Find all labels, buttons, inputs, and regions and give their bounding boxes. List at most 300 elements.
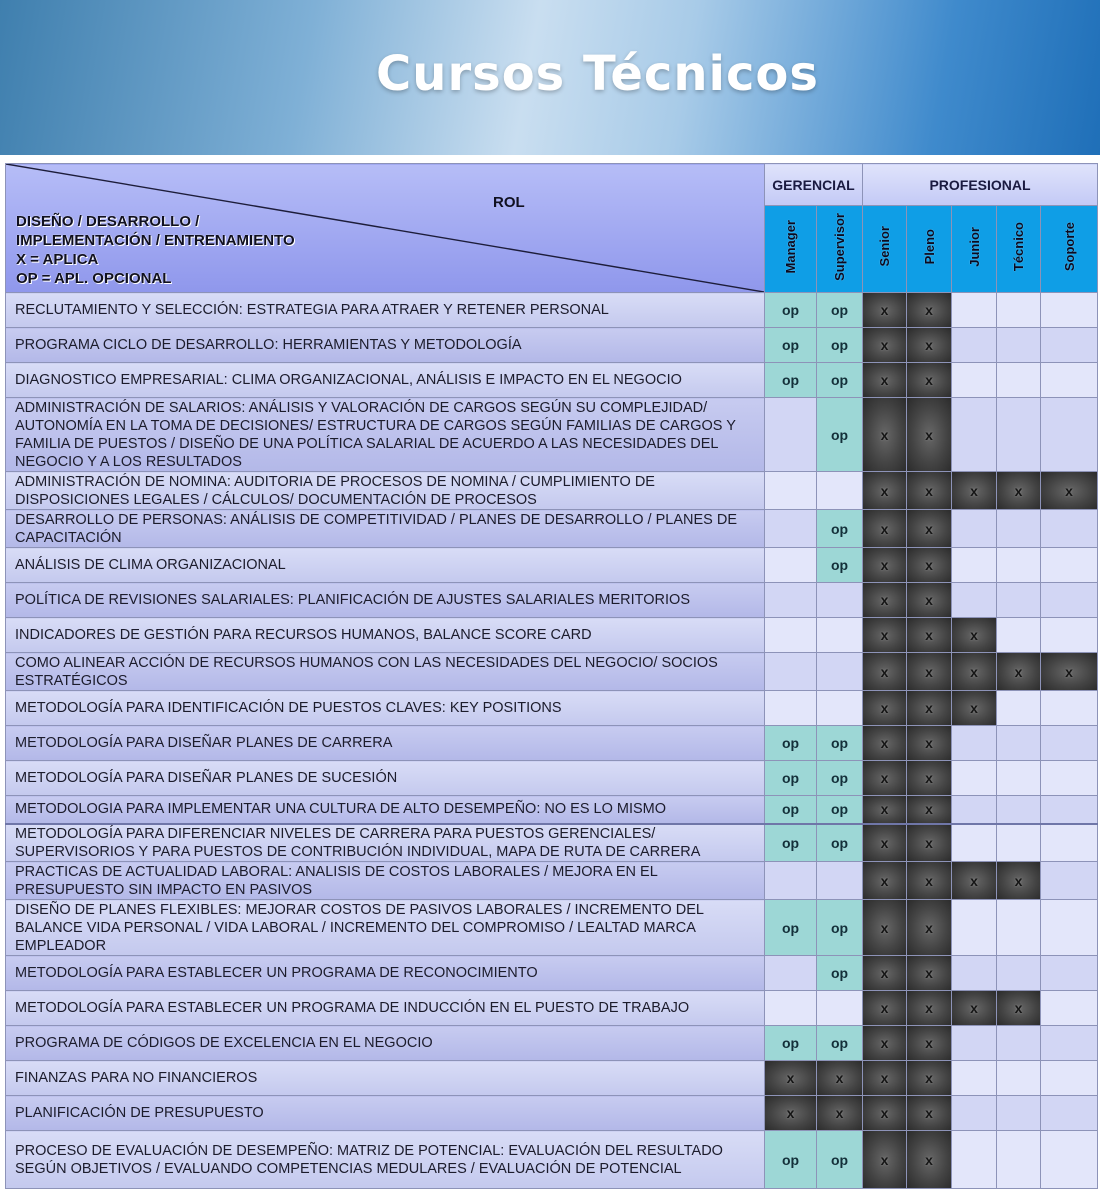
matrix-cell — [765, 1131, 817, 1189]
column-header-label: Supervisor — [832, 212, 847, 281]
cell-value: x — [925, 700, 933, 716]
matrix-cell — [907, 328, 952, 363]
matrix-cell — [1041, 796, 1098, 824]
matrix-cell — [863, 293, 907, 328]
cell-value: x — [880, 663, 889, 680]
column-header-label: Soporte — [1061, 221, 1077, 272]
matrix-cell — [952, 653, 997, 691]
column-header — [863, 206, 907, 293]
column-header — [952, 206, 997, 293]
matrix-cell — [817, 618, 863, 653]
matrix-cell — [952, 824, 997, 862]
cell-value: op — [781, 372, 800, 388]
matrix-cell — [765, 991, 817, 1026]
matrix-cell — [863, 1096, 907, 1131]
matrix-cell — [1041, 548, 1098, 583]
legend-line: IMPLEMENTACIÓN / ENTRENAMIENTO — [16, 232, 295, 249]
matrix-cell — [997, 691, 1041, 726]
matrix-cell — [765, 398, 817, 472]
cell-value: x — [970, 627, 978, 643]
matrix-cell — [863, 862, 907, 900]
matrix-cell — [1041, 761, 1098, 796]
cell-value: op — [781, 1151, 800, 1168]
course-name: INDICADORES DE GESTIÓN PARA RECURSOS HUMANOS, BALANCE SCORE CARD — [6, 618, 765, 653]
matrix-cell — [765, 653, 817, 691]
matrix-cell — [907, 761, 952, 796]
page-title: Cursos Técnicos — [376, 46, 819, 102]
matrix-cell — [907, 824, 952, 862]
matrix-cell — [997, 1096, 1041, 1131]
cell-value: op — [830, 770, 849, 786]
matrix-cell — [765, 1061, 817, 1096]
cell-value: op — [781, 770, 800, 786]
column-header — [997, 206, 1041, 293]
cell-value: op — [830, 735, 849, 751]
matrix-cell — [907, 991, 952, 1026]
table-row — [6, 398, 1098, 472]
table-row — [6, 472, 1098, 510]
matrix-cell — [1041, 1026, 1098, 1061]
cell-value: x — [925, 520, 933, 537]
course-name: DIAGNOSTICO EMPRESARIAL: CLIMA ORGANIZACIONAL, ANÁLISIS E IMPACTO EN EL NEGOCIO — [6, 363, 765, 398]
cell-value: x — [925, 1000, 933, 1016]
matrix-cell — [817, 1026, 863, 1061]
matrix-cell — [1041, 328, 1098, 363]
matrix-cell — [765, 328, 817, 363]
cell-value: x — [970, 872, 978, 889]
course-name: PROCESO DE EVALUACIÓN DE DESEMPEÑO: MATRIZ DE POTENCIAL: EVALUACIÓN DEL RESULTADO SEGÚN OBJETIVOS / EVALUANDO COMPETENCIAS MEDULARES / EVALUACIÓN DE POTENCIAL — [6, 1131, 765, 1189]
cell-value: op — [781, 302, 800, 318]
matrix-cell — [907, 293, 952, 328]
course-name: METODOLOGÍA PARA DISEÑAR PLANES DE CARRERA — [6, 726, 765, 761]
matrix-cell — [817, 548, 863, 583]
cell-value: x — [925, 1151, 933, 1168]
course-name: PROGRAMA DE CÓDIGOS DE EXCELENCIA EN EL NEGOCIO — [6, 1026, 765, 1061]
cell-value: x — [970, 663, 978, 680]
matrix-cell — [1041, 653, 1098, 691]
cell-value: x — [925, 1105, 933, 1121]
matrix-cell — [863, 1026, 907, 1061]
legend-line: DISEÑO / DESARROLLO / — [16, 213, 200, 230]
cell-value: x — [1014, 482, 1023, 499]
matrix-cell — [952, 472, 997, 510]
matrix-cell — [907, 956, 952, 991]
cell-value: x — [925, 663, 933, 680]
matrix-cell — [863, 328, 907, 363]
matrix-cell — [817, 956, 863, 991]
table-row — [6, 691, 1098, 726]
matrix-cell — [1041, 991, 1098, 1026]
cell-value: op — [830, 919, 849, 936]
matrix-cell — [863, 618, 907, 653]
matrix-cell — [952, 862, 997, 900]
matrix-cell — [817, 363, 863, 398]
cell-value: x — [925, 1070, 933, 1086]
column-header — [817, 206, 863, 293]
matrix-cell — [997, 1026, 1041, 1061]
matrix-cell — [863, 363, 907, 398]
matrix-cell — [907, 363, 952, 398]
rol-label: ROL — [493, 194, 525, 211]
cell-value: op — [830, 965, 849, 981]
cell-value: x — [970, 482, 978, 499]
column-header-label: Técnico — [1011, 221, 1027, 272]
legend — [16, 212, 295, 288]
cell-value: x — [1065, 482, 1073, 499]
cell-value: op — [830, 372, 849, 388]
legend-line: OP = APL. OPCIONAL — [16, 270, 172, 287]
cell-value: x — [835, 1105, 844, 1121]
cell-value: x — [880, 1151, 889, 1168]
table-row — [6, 363, 1098, 398]
matrix-cell — [997, 363, 1041, 398]
matrix-cell — [863, 691, 907, 726]
course-name: COMO ALINEAR ACCIÓN DE RECURSOS HUMANOS CON LAS NECESIDADES DEL NEGOCIO/ SOCIOS ESTRATÉGICOS — [6, 653, 765, 691]
cell-value: x — [880, 372, 889, 388]
cell-value: x — [925, 965, 933, 981]
matrix-cell — [952, 548, 997, 583]
matrix-cell — [997, 726, 1041, 761]
cell-value: x — [925, 627, 933, 643]
column-header-label: Senior — [877, 226, 893, 267]
matrix-cell — [1041, 293, 1098, 328]
matrix-cell — [817, 761, 863, 796]
cell-value: op — [830, 1151, 849, 1168]
matrix-cell — [863, 726, 907, 761]
matrix-cell — [863, 583, 907, 618]
matrix-cell — [952, 328, 997, 363]
matrix-cell — [997, 293, 1041, 328]
cell-value: x — [880, 302, 889, 318]
matrix-cell — [907, 691, 952, 726]
matrix-cell — [997, 956, 1041, 991]
cell-value: x — [925, 482, 933, 499]
matrix-cell — [907, 900, 952, 956]
cell-value: x — [880, 1000, 889, 1016]
matrix-cell — [863, 796, 907, 824]
cell-value: x — [880, 700, 889, 716]
matrix-cell — [952, 991, 997, 1026]
table-row — [6, 328, 1098, 363]
legend-line: X = APLICA — [16, 251, 99, 268]
matrix-cell — [863, 1131, 907, 1189]
header-legend-cell — [6, 164, 765, 293]
cell-value: x — [1065, 663, 1073, 680]
matrix-cell — [997, 824, 1041, 862]
course-name: PLANIFICACIÓN DE PRESUPUESTO — [6, 1096, 765, 1131]
course-name: PROGRAMA CICLO DE DESARROLLO: HERRAMIENTAS Y METODOLOGÍA — [6, 328, 765, 363]
matrix-cell — [952, 761, 997, 796]
cell-value: x — [880, 337, 889, 353]
cell-value: op — [781, 735, 800, 751]
cell-value: op — [830, 801, 849, 818]
matrix-cell — [1041, 726, 1098, 761]
cell-value: op — [781, 919, 800, 936]
matrix-cell — [997, 328, 1041, 363]
matrix-cell — [997, 1131, 1041, 1189]
matrix-cell — [1041, 824, 1098, 862]
cell-value: x — [786, 1070, 795, 1086]
matrix-cell — [907, 548, 952, 583]
matrix-cell — [952, 618, 997, 653]
matrix-cell — [952, 398, 997, 472]
column-header — [907, 206, 952, 293]
matrix-cell — [952, 956, 997, 991]
matrix-cell — [907, 1131, 952, 1189]
cell-value: op — [830, 426, 849, 443]
matrix-cell — [997, 548, 1041, 583]
cell-value: x — [925, 426, 933, 443]
matrix-cell — [907, 472, 952, 510]
matrix-cell — [765, 900, 817, 956]
cell-value: op — [830, 557, 849, 573]
matrix-cell — [907, 510, 952, 548]
matrix-cell — [907, 1096, 952, 1131]
cell-value: op — [830, 520, 849, 537]
course-name: METODOLOGÍA PARA DIFERENCIAR NIVELES DE CARRERA PARA PUESTOS GERENCIALES/ SUPERVISORIOS Y PARA PUESTOS DE CONTRIBUCIÓN INDIVIDUAL, MAPA DE RUTA DE CARRERA — [6, 824, 765, 862]
course-name: METODOLOGIA PARA IMPLEMENTAR UNA CULTURA DE ALTO DESEMPEÑO: NO ES LO MISMO — [6, 796, 765, 824]
title-banner — [0, 0, 1100, 155]
cell-value: x — [970, 700, 978, 716]
matrix-cell — [863, 900, 907, 956]
cell-value: x — [880, 919, 889, 936]
matrix-cell — [907, 1061, 952, 1096]
matrix-cell — [997, 796, 1041, 824]
matrix-cell — [863, 510, 907, 548]
matrix-cell — [765, 691, 817, 726]
course-name: FINANZAS PARA NO FINANCIEROS — [6, 1061, 765, 1096]
table-row — [6, 1061, 1098, 1096]
matrix-cell — [817, 293, 863, 328]
table-row — [6, 761, 1098, 796]
cell-value: op — [781, 1035, 800, 1051]
course-name: METODOLOGÍA PARA ESTABLECER UN PROGRAMA DE INDUCCIÓN EN EL PUESTO DE TRABAJO — [6, 991, 765, 1026]
matrix-cell — [765, 761, 817, 796]
matrix-cell — [817, 991, 863, 1026]
table-row — [6, 1026, 1098, 1061]
cell-value: x — [880, 592, 889, 608]
matrix-cell — [765, 510, 817, 548]
matrix-cell — [952, 900, 997, 956]
matrix-cell — [907, 796, 952, 824]
matrix-cell — [1041, 1131, 1098, 1189]
cell-value: x — [880, 834, 889, 851]
matrix-cell — [817, 1096, 863, 1131]
matrix-cell — [997, 761, 1041, 796]
matrix-cell — [817, 472, 863, 510]
table-row — [6, 824, 1098, 862]
column-header-label: Junior — [966, 226, 982, 267]
matrix-cell — [765, 862, 817, 900]
course-name: METODOLOGÍA PARA DISEÑAR PLANES DE SUCESIÓN — [6, 761, 765, 796]
cell-value: x — [880, 872, 889, 889]
matrix-cell — [817, 398, 863, 472]
matrix-cell — [817, 824, 863, 862]
courses-matrix — [5, 163, 1098, 1189]
matrix-cell — [765, 363, 817, 398]
matrix-cell — [765, 796, 817, 824]
matrix-cell — [863, 761, 907, 796]
matrix-cell — [997, 862, 1041, 900]
cell-value: x — [880, 965, 889, 981]
matrix-cell — [997, 398, 1041, 472]
group-header-profesional: PROFESIONAL — [863, 164, 1098, 206]
matrix-cell — [952, 726, 997, 761]
cell-value: op — [781, 801, 800, 818]
matrix-cell — [1041, 900, 1098, 956]
matrix-cell — [907, 726, 952, 761]
table-row — [6, 618, 1098, 653]
course-name: RECLUTAMIENTO Y SELECCIÓN: ESTRATEGIA PARA ATRAER Y RETENER PERSONAL — [6, 293, 765, 328]
course-name: DESARROLLO DE PERSONAS: ANÁLISIS DE COMPETITIVIDAD / PLANES DE DESARROLLO / PLANES DE CAPACITACIÓN — [6, 510, 765, 548]
matrix-cell — [817, 862, 863, 900]
matrix-cell — [997, 618, 1041, 653]
cell-value: op — [830, 834, 849, 851]
matrix-cell — [1041, 583, 1098, 618]
matrix-cell — [952, 1061, 997, 1096]
cell-value: op — [830, 1035, 849, 1051]
course-name: ADMINISTRACIÓN DE SALARIOS: ANÁLISIS Y VALORACIÓN DE CARGOS SEGÚN SU COMPLEJIDAD/ AUTONOMÍA EN LA TOMA DE DECISIONES/ ESTRUCTURA DE CARGOS SEGÚN FAMILIAS DE CARGOS Y FAMILIA DE PUESTOS / DISEÑO DE UNA POLÍTICA SALARIAL DE ACUERDO A LAS NECESIDADES DEL NEGOCIO Y A LOS RESULTADOS — [6, 398, 765, 472]
matrix-cell — [765, 956, 817, 991]
matrix-cell — [997, 653, 1041, 691]
course-name: PRACTICAS DE ACTUALIDAD LABORAL: ANALISIS DE COSTOS LABORALES / MEJORA EN EL PRESUPUESTO SIN IMPACTO EN PASIVOS — [6, 862, 765, 900]
cell-value: x — [880, 770, 889, 786]
matrix-cell — [907, 862, 952, 900]
matrix-cell — [817, 328, 863, 363]
cell-value: x — [880, 426, 889, 443]
matrix-cell — [1041, 510, 1098, 548]
cell-value: x — [1014, 663, 1023, 680]
matrix-cell — [952, 1026, 997, 1061]
cell-value: x — [1014, 872, 1023, 889]
matrix-cell — [952, 1131, 997, 1189]
column-header-label: Manager — [783, 219, 798, 274]
cell-value: x — [835, 1070, 844, 1086]
table-row — [6, 991, 1098, 1026]
matrix-cell — [997, 900, 1041, 956]
cell-value: x — [880, 1070, 889, 1086]
table-row — [6, 583, 1098, 618]
matrix-cell — [817, 653, 863, 691]
matrix-cell — [765, 583, 817, 618]
matrix-cell — [952, 691, 997, 726]
matrix-cell — [997, 1061, 1041, 1096]
cell-value: x — [925, 1035, 933, 1051]
matrix-cell — [997, 583, 1041, 618]
cell-value: x — [880, 557, 889, 573]
cell-value: x — [880, 520, 889, 537]
matrix-cell — [863, 824, 907, 862]
matrix-cell — [863, 398, 907, 472]
matrix-cell — [765, 548, 817, 583]
course-name: DISEÑO DE PLANES FLEXIBLES: MEJORAR COSTOS DE PASIVOS LABORALES / INCREMENTO DEL BALANCE VIDA PERSONAL / VIDA LABORAL / INCREMENTO DEL COMPROMISO / LEALTAD MARCA EMPLEADOR — [6, 900, 765, 956]
matrix-cell — [817, 583, 863, 618]
matrix-cell — [817, 726, 863, 761]
cell-value: x — [880, 627, 889, 643]
cell-value: x — [970, 1000, 978, 1016]
matrix-cell — [863, 1061, 907, 1096]
matrix-cell — [1041, 472, 1098, 510]
cell-value: x — [880, 482, 889, 499]
matrix-cell — [1041, 691, 1098, 726]
matrix-cell — [863, 472, 907, 510]
table-row — [6, 1096, 1098, 1131]
matrix-cell — [817, 796, 863, 824]
cell-value: x — [925, 337, 933, 353]
matrix-cell — [907, 1026, 952, 1061]
cell-value: x — [786, 1105, 795, 1121]
matrix-cell — [765, 472, 817, 510]
matrix-cell — [952, 583, 997, 618]
matrix-cell — [863, 653, 907, 691]
cell-value: x — [880, 1035, 889, 1051]
cell-value: x — [925, 302, 933, 318]
matrix-cell — [765, 1096, 817, 1131]
matrix-cell — [997, 472, 1041, 510]
table-row — [6, 796, 1098, 824]
table-row — [6, 862, 1098, 900]
matrix-cell — [952, 1096, 997, 1131]
cell-value: x — [925, 770, 933, 786]
group-header-gerencial: GERENCIAL — [765, 164, 863, 206]
matrix-cell — [817, 510, 863, 548]
matrix-cell — [765, 618, 817, 653]
column-header — [1041, 206, 1098, 293]
course-name: METODOLOGÍA PARA ESTABLECER UN PROGRAMA DE RECONOCIMIENTO — [6, 956, 765, 991]
matrix-cell — [765, 726, 817, 761]
cell-value: x — [925, 735, 933, 751]
matrix-cell — [1041, 956, 1098, 991]
table-row — [6, 956, 1098, 991]
column-header-label: Pleno — [921, 228, 937, 265]
matrix-cell — [907, 583, 952, 618]
matrix-cell — [907, 618, 952, 653]
matrix-cell — [765, 824, 817, 862]
matrix-cell — [997, 991, 1041, 1026]
table-row — [6, 726, 1098, 761]
matrix-cell — [952, 363, 997, 398]
matrix-cell — [765, 1026, 817, 1061]
matrix-cell — [1041, 1096, 1098, 1131]
matrix-cell — [952, 796, 997, 824]
cell-value: x — [880, 801, 889, 818]
matrix-cell — [952, 510, 997, 548]
matrix-cell — [1041, 1061, 1098, 1096]
cell-value: x — [925, 372, 933, 388]
column-header — [765, 206, 817, 293]
matrix-cell — [817, 1131, 863, 1189]
cell-value: op — [781, 834, 800, 851]
cell-value: x — [925, 834, 933, 851]
table-row — [6, 900, 1098, 956]
matrix-cell — [952, 293, 997, 328]
course-name: ANÁLISIS DE CLIMA ORGANIZACIONAL — [6, 548, 765, 583]
cell-value: x — [925, 872, 933, 889]
course-name: METODOLOGÍA PARA IDENTIFICACIÓN DE PUESTOS CLAVES: KEY POSITIONS — [6, 691, 765, 726]
cell-value: x — [925, 592, 933, 608]
cell-value: x — [925, 801, 933, 818]
table-row — [6, 510, 1098, 548]
cell-value: x — [925, 919, 933, 936]
matrix-cell — [863, 956, 907, 991]
table-row — [6, 293, 1098, 328]
matrix-cell — [1041, 862, 1098, 900]
table-row — [6, 1131, 1098, 1189]
matrix-cell — [1041, 398, 1098, 472]
cell-value: op — [781, 337, 800, 353]
course-name: POLÍTICA DE REVISIONES SALARIALES: PLANIFICACIÓN DE AJUSTES SALARIALES MERITORIOS — [6, 583, 765, 618]
matrix-cell — [817, 691, 863, 726]
